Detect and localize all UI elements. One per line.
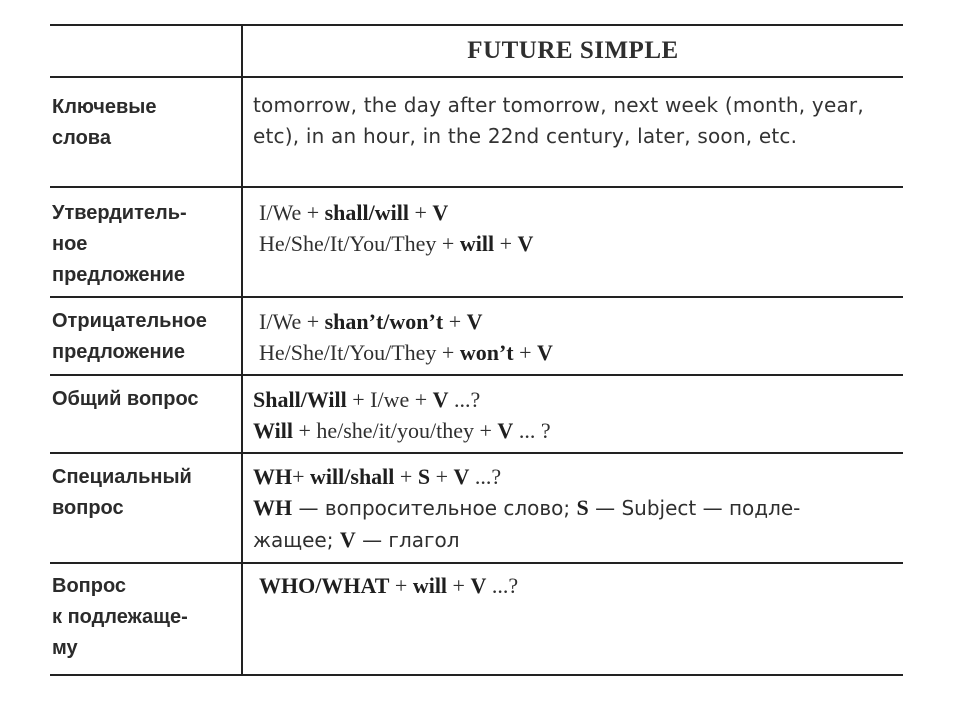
formula-line: жащее; V — глагол: [253, 527, 460, 552]
label-line: Ключевые: [52, 96, 157, 118]
grammar-table: [50, 24, 903, 676]
label-line: ное: [52, 233, 88, 255]
label-subject-question: [50, 564, 243, 674]
label-line: Отрицательное: [52, 310, 207, 332]
formula-line: I/We + shall/will + V: [259, 200, 449, 225]
label-line: Специальный: [52, 466, 192, 488]
header-empty-cell: [50, 26, 243, 76]
formula-line: He/She/It/You/They + will + V: [259, 231, 534, 256]
formula-line: Shall/Will + I/we + V ...?: [253, 387, 481, 412]
formula-line: Will + he/she/it/you/they + V ... ?: [253, 418, 551, 443]
label-line: предложение: [52, 341, 186, 363]
formula-line: WH — вопросительное слово; S — Subject — подле-: [253, 495, 801, 520]
label-keywords: [50, 78, 243, 186]
label-general-question: [50, 376, 243, 452]
row-special-question: [50, 454, 903, 564]
keywords-content: tomorrow, the day after tomorrow, next week (month, year, etc), in an hour, in the 22nd century, later, soon, etc.: [253, 93, 864, 148]
subject-question-content: [243, 564, 903, 674]
special-question-content: [243, 454, 903, 562]
label-line: слова: [52, 127, 111, 149]
label-line: к подлежаще-: [52, 606, 188, 628]
row-general-question: [50, 376, 903, 454]
header-row: [50, 26, 903, 78]
row-affirmative: [50, 188, 903, 298]
row-negative: [50, 298, 903, 376]
formula-line: WHO/WHAT + will + V ...?: [259, 573, 519, 598]
label-line: му: [52, 637, 78, 659]
label-line: предложение: [52, 264, 186, 286]
affirmative-content: [243, 188, 903, 296]
label-affirmative: [50, 188, 243, 296]
label-negative: [50, 298, 243, 374]
label-line: Общий вопрос: [52, 388, 199, 410]
general-question-content: [243, 376, 903, 452]
label-line: вопрос: [52, 497, 124, 519]
formula-line: He/She/It/You/They + won’t + V: [259, 340, 553, 365]
row-keywords: [50, 78, 903, 188]
negative-content: [243, 298, 903, 374]
table-title: FUTURE SIMPLE: [467, 37, 679, 64]
label-line: Утвердитель-: [52, 202, 187, 224]
label-line: Вопрос: [52, 575, 127, 597]
formula-line: I/We + shan’t/won’t + V: [259, 309, 483, 334]
formula-line: WH+ will/shall + S + V ...?: [253, 464, 502, 489]
label-special-question: [50, 454, 243, 562]
row-subject-question: [50, 564, 903, 674]
